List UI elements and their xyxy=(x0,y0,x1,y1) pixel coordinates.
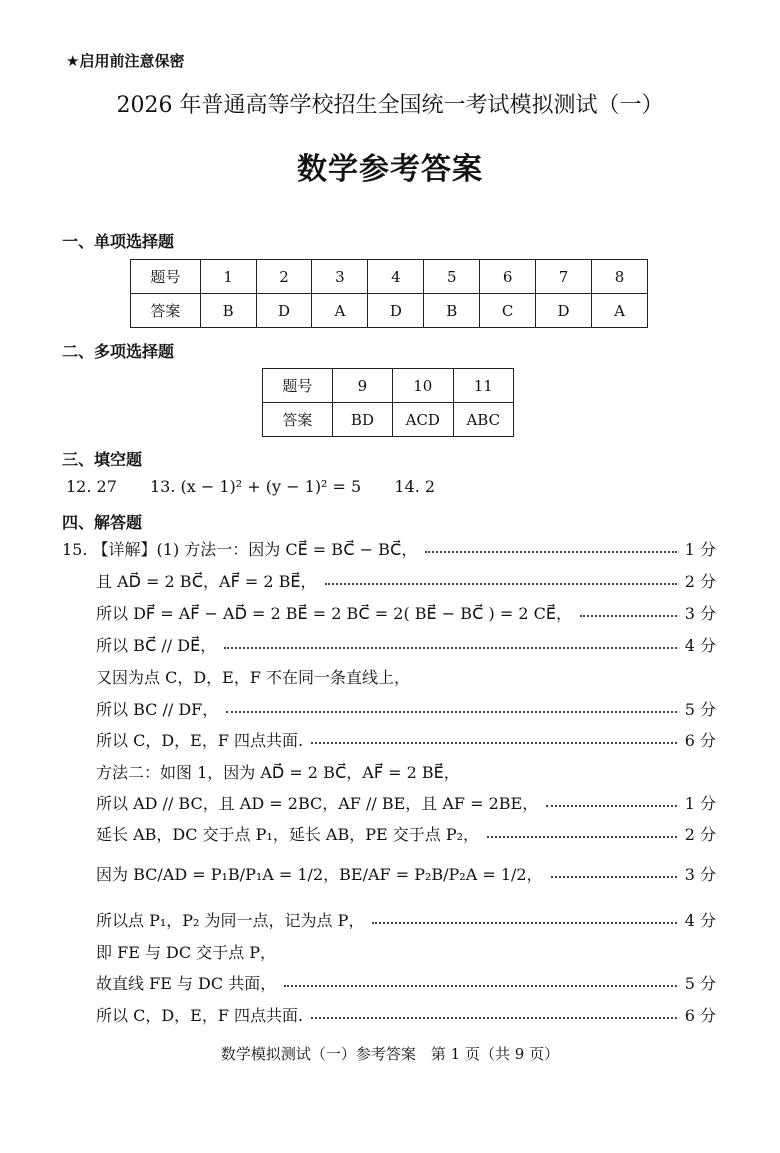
solution-text: 所以 C，D，E，F 四点共面. xyxy=(96,1005,304,1025)
answer-cell: D xyxy=(536,294,592,328)
table-row xyxy=(131,260,648,294)
answer-cell: D xyxy=(256,294,312,328)
table-row xyxy=(263,403,514,437)
score-points: 4 分 xyxy=(684,635,716,655)
row-label-question: 题号 xyxy=(263,369,333,403)
fill-blank-answers xyxy=(66,477,463,496)
question-number: 4 xyxy=(368,260,424,294)
question-number: 2 xyxy=(256,260,312,294)
table-row xyxy=(131,294,648,328)
solution-text: 所以 DF⃗ = AF⃗ − AD⃗ = 2 BE⃗ = 2 BC⃗ = 2( BE⃗ − BC⃗ ) = 2 CE⃗， xyxy=(96,603,572,623)
question-number: 6 xyxy=(480,260,536,294)
solution-line xyxy=(96,1001,716,1027)
section-solve: 四、解答题 xyxy=(62,513,143,532)
solution-line xyxy=(96,789,716,815)
score-points: 2 分 xyxy=(684,571,716,591)
solution-line xyxy=(96,969,716,995)
solution-line xyxy=(96,599,716,625)
answer-key-title: 数学参考答案 xyxy=(297,152,483,187)
answer-cell: ABC xyxy=(453,403,513,437)
multi-choice-answer-table xyxy=(262,368,514,437)
answer-cell: ACD xyxy=(393,403,453,437)
solution-text: 方法二：如图 1，因为 AD⃗ = 2 BC⃗，AF⃗ = 2 BE⃗， xyxy=(96,762,460,782)
score-points: 3 分 xyxy=(684,864,716,884)
solution-line xyxy=(96,820,716,846)
solution-line xyxy=(96,758,716,784)
page-footer: 数学模拟测试（一）参考答案 第 1 页（共 9 页） xyxy=(220,1045,560,1063)
score-points: 5 分 xyxy=(684,973,716,993)
solution-text: 延长 AB，DC 交于点 P₁，延长 AB，PE 交于点 P₂， xyxy=(96,824,480,844)
solution-line xyxy=(96,938,716,964)
answer-cell: D xyxy=(368,294,424,328)
leader-dots xyxy=(226,711,676,713)
question-number: 7 xyxy=(536,260,592,294)
solution-line xyxy=(96,860,716,886)
exam-title: 2026 年普通高等学校招生全国统一考试模拟测试（一） xyxy=(116,93,664,118)
leader-dots xyxy=(580,615,677,617)
solution-line xyxy=(62,535,716,561)
row-label-answer: 答案 xyxy=(263,403,333,437)
solution-text: 即 FE 与 DC 交于点 P， xyxy=(96,942,277,962)
row-label-answer: 答案 xyxy=(131,294,201,328)
score-points: 2 分 xyxy=(684,824,716,844)
question-number: 5 xyxy=(424,260,480,294)
solution-text: 故直线 FE 与 DC 共面， xyxy=(96,973,277,993)
leader-dots xyxy=(311,742,677,744)
question-number: 1 xyxy=(200,260,256,294)
solution-text: 所以点 P₁，P₂ 为同一点，记为点 P， xyxy=(96,910,365,930)
solution-line xyxy=(96,663,716,689)
score-points: 6 分 xyxy=(684,1005,716,1025)
leader-dots xyxy=(372,922,676,924)
question-number: 11 xyxy=(453,369,513,403)
leader-dots xyxy=(546,805,676,807)
question-number: 8 xyxy=(592,260,648,294)
question-number: 10 xyxy=(393,369,453,403)
leader-dots xyxy=(284,985,677,987)
solution-text: 所以 AD // BC，且 AD = 2BC，AF // BE，且 AF = 2BE， xyxy=(96,793,539,813)
solution-text: 且 AD⃗ = 2 BC⃗，AF⃗ = 2 BE⃗， xyxy=(96,571,317,591)
confidential-mark: ★启用前注意保密 xyxy=(66,52,185,70)
answer-cell: C xyxy=(480,294,536,328)
answer-cell: BD xyxy=(332,403,392,437)
answer-cell: B xyxy=(200,294,256,328)
solution-line xyxy=(96,567,716,593)
leader-dots xyxy=(224,647,677,649)
score-points: 1 分 xyxy=(684,793,716,813)
solution-text: 因为 BC/AD = P₁B/P₁A = 1/2，BE/AF = P₂B/P₂A = 1/2， xyxy=(96,864,543,884)
section-single-choice: 一、单项选择题 xyxy=(62,232,175,251)
score-points: 1 分 xyxy=(684,539,716,559)
table-row xyxy=(263,369,514,403)
solution-line xyxy=(96,906,716,932)
answer-q14: 14. 2 xyxy=(394,477,436,496)
single-choice-answer-table xyxy=(130,259,648,328)
section-multi-choice: 二、多项选择题 xyxy=(62,342,175,361)
section-fill-blank: 三、填空题 xyxy=(62,450,143,469)
solution-text: 15. 【详解】(1) 方法一：因为 CE⃗ = BC⃗ − BC⃗， xyxy=(62,539,418,559)
solution-line xyxy=(96,695,716,721)
score-points: 4 分 xyxy=(684,910,716,930)
leader-dots xyxy=(325,583,677,585)
solution-text: 所以 BC // DF， xyxy=(96,699,219,719)
solution-text: 所以 BC⃗ // DE⃗， xyxy=(96,635,217,655)
solution-text: 所以 C，D，E，F 四点共面. xyxy=(96,730,304,750)
answer-cell: A xyxy=(592,294,648,328)
answer-cell: A xyxy=(312,294,368,328)
solution-line xyxy=(96,726,716,752)
score-points: 3 分 xyxy=(684,603,716,623)
question-number: 3 xyxy=(312,260,368,294)
solution-line xyxy=(96,631,716,657)
question-number: 9 xyxy=(332,369,392,403)
score-points: 5 分 xyxy=(684,699,716,719)
score-points: 6 分 xyxy=(684,730,716,750)
answer-q13: 13. (x − 1)² + (y − 1)² = 5 xyxy=(149,477,362,496)
leader-dots xyxy=(311,1017,677,1019)
leader-dots xyxy=(425,551,676,553)
answer-q12: 12. 27 xyxy=(66,477,117,496)
row-label-question: 题号 xyxy=(131,260,201,294)
answer-cell: B xyxy=(424,294,480,328)
solution-text: 又因为点 C，D，E，F 不在同一条直线上， xyxy=(96,667,411,687)
leader-dots xyxy=(487,836,677,838)
leader-dots xyxy=(551,876,677,878)
